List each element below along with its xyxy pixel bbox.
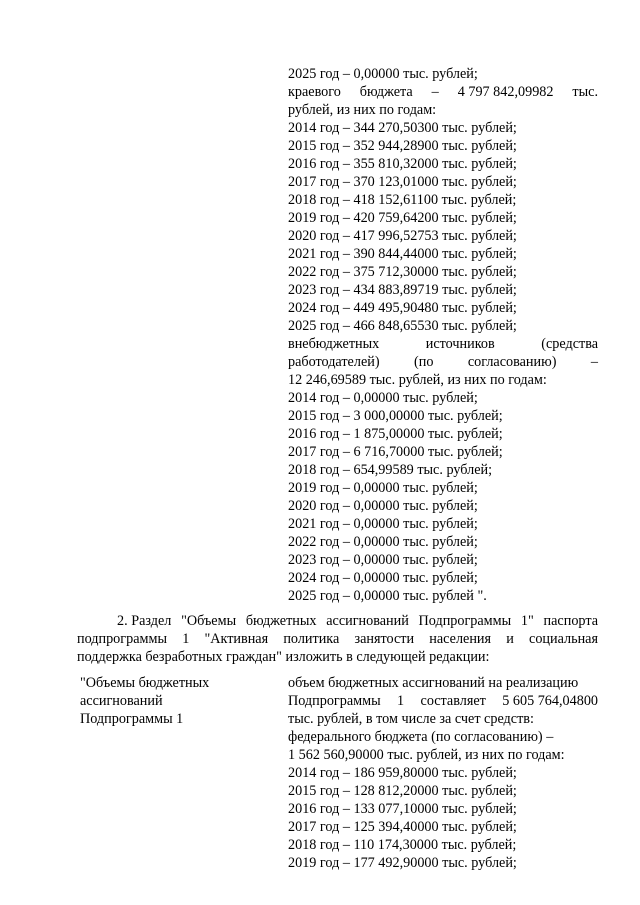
word: 1" [520,613,534,629]
text-line: рублей, из них по годам: [288,102,437,118]
table-right-line: тыс. рублей, в том числе за счет средств: [288,711,534,727]
year-line: 2015 год – 128 812,20000 тыс. рублей; [288,783,517,799]
word: 4 797 842,09982 [457,84,554,100]
word: краевого [288,84,341,100]
year-line: 2019 год – 0,00000 тыс. рублей; [288,480,478,496]
word: внебюджетных [288,336,380,352]
word: паспорта [543,613,598,629]
year-line: 2019 год – 177 492,90000 тыс. рублей; [288,855,517,871]
word: (по [414,354,434,370]
word: Подпрограммы [418,613,512,629]
year-line: 2017 год – 370 123,01000 тыс. рублей; [288,174,517,190]
word: бюджета [359,84,413,100]
year-line: 2020 год – 417 996,52753 тыс. рублей; [288,228,517,244]
year-line: 2023 год – 0,00000 тыс. рублей; [288,552,478,568]
extrabudget-line [288,336,598,353]
extrabudget-line [288,354,598,371]
paragraph-line [77,631,598,648]
table-right-line: 1 562 560,90000 тыс. рублей, из них по годам: [288,747,565,763]
paragraph-line: поддержка безработных граждан" изложить в следующей редакции: [77,649,490,665]
year-line: 2019 год – 420 759,64200 тыс. рублей; [288,210,517,226]
year-line: 2023 год – 434 883,89719 тыс. рублей; [288,282,517,298]
word: подпрограммы [77,631,167,647]
year-line: 2024 год – 449 495,90480 тыс. рублей; [288,300,517,316]
table-left-line: ассигнований [80,693,163,709]
text-line: 2025 год – 0,00000 тыс. рублей; [288,66,478,82]
word: "Объемы [181,613,237,629]
table-right-line: объем бюджетных ассигнований на реализацию [288,675,579,691]
word: бюджетных [245,613,317,629]
word: социальная [529,631,598,647]
word: 5 605 764,04800 [502,693,598,709]
paragraph-line [117,613,598,630]
year-line: 2015 год – 3 000,00000 тыс. рублей; [288,408,503,424]
year-line: 2016 год – 1 875,00000 тыс. рублей; [288,426,503,442]
table-right-line: федерального бюджета (по согласованию) – [288,729,554,745]
word: составляет [420,693,486,709]
year-line: 2014 год – 0,00000 тыс. рублей; [288,390,478,406]
year-line: 2020 год – 0,00000 тыс. рублей; [288,498,478,514]
year-line: 2018 год – 418 152,61100 тыс. рублей; [288,192,517,208]
word: "Активная [204,631,269,647]
year-line: 2015 год – 352 944,28900 тыс. рублей; [288,138,517,154]
word: тыс. [572,84,598,100]
word: 1 [397,693,405,709]
year-line: 2017 год – 6 716,70000 тыс. рублей; [288,444,503,460]
year-line: 2014 год – 186 959,80000 тыс. рублей; [288,765,517,781]
regional-budget-line [288,84,598,101]
year-line: 2021 год – 390 844,44000 тыс. рублей; [288,246,517,262]
table-left-line: "Объемы бюджетных [80,675,210,691]
word: занятости [354,631,415,647]
year-line: 2016 год – 355 810,32000 тыс. рублей; [288,156,517,172]
word: источников [425,336,495,352]
word: согласованию) [467,354,557,370]
year-line: 2024 год – 0,00000 тыс. рублей; [288,570,478,586]
table-right-line [288,693,598,710]
table-left-line: Подпрограммы 1 [80,711,184,727]
word: работодателей) [288,354,380,370]
year-line: 2025 год – 466 848,65530 тыс. рублей; [288,318,517,334]
word: (средства [541,336,598,352]
year-line: 2014 год – 344 270,50300 тыс. рублей; [288,120,517,136]
word: населения [429,631,492,647]
word: – [431,84,439,100]
word: Подпрограммы [288,693,381,709]
year-line: 2021 год – 0,00000 тыс. рублей; [288,516,478,532]
word: политика [283,631,340,647]
year-line: 2022 год – 375 712,30000 тыс. рублей; [288,264,517,280]
word: 1 [182,631,190,647]
year-line: 2022 год – 0,00000 тыс. рублей; [288,534,478,550]
year-line: 2018 год – 110 174,30000 тыс. рублей; [288,837,517,853]
year-line: 2017 год – 125 394,40000 тыс. рублей; [288,819,517,835]
year-line: 2018 год – 654,99589 тыс. рублей; [288,462,493,478]
word: 2. Раздел [117,613,172,629]
year-line: 2016 год – 133 077,10000 тыс. рублей; [288,801,517,817]
word: и [506,631,514,647]
text-line: 12 246,69589 тыс. рублей, из них по годам: [288,372,547,388]
word: ассигнований [326,613,409,629]
word: – [590,354,598,370]
year-line: 2025 год – 0,00000 тыс. рублей ". [288,588,487,604]
